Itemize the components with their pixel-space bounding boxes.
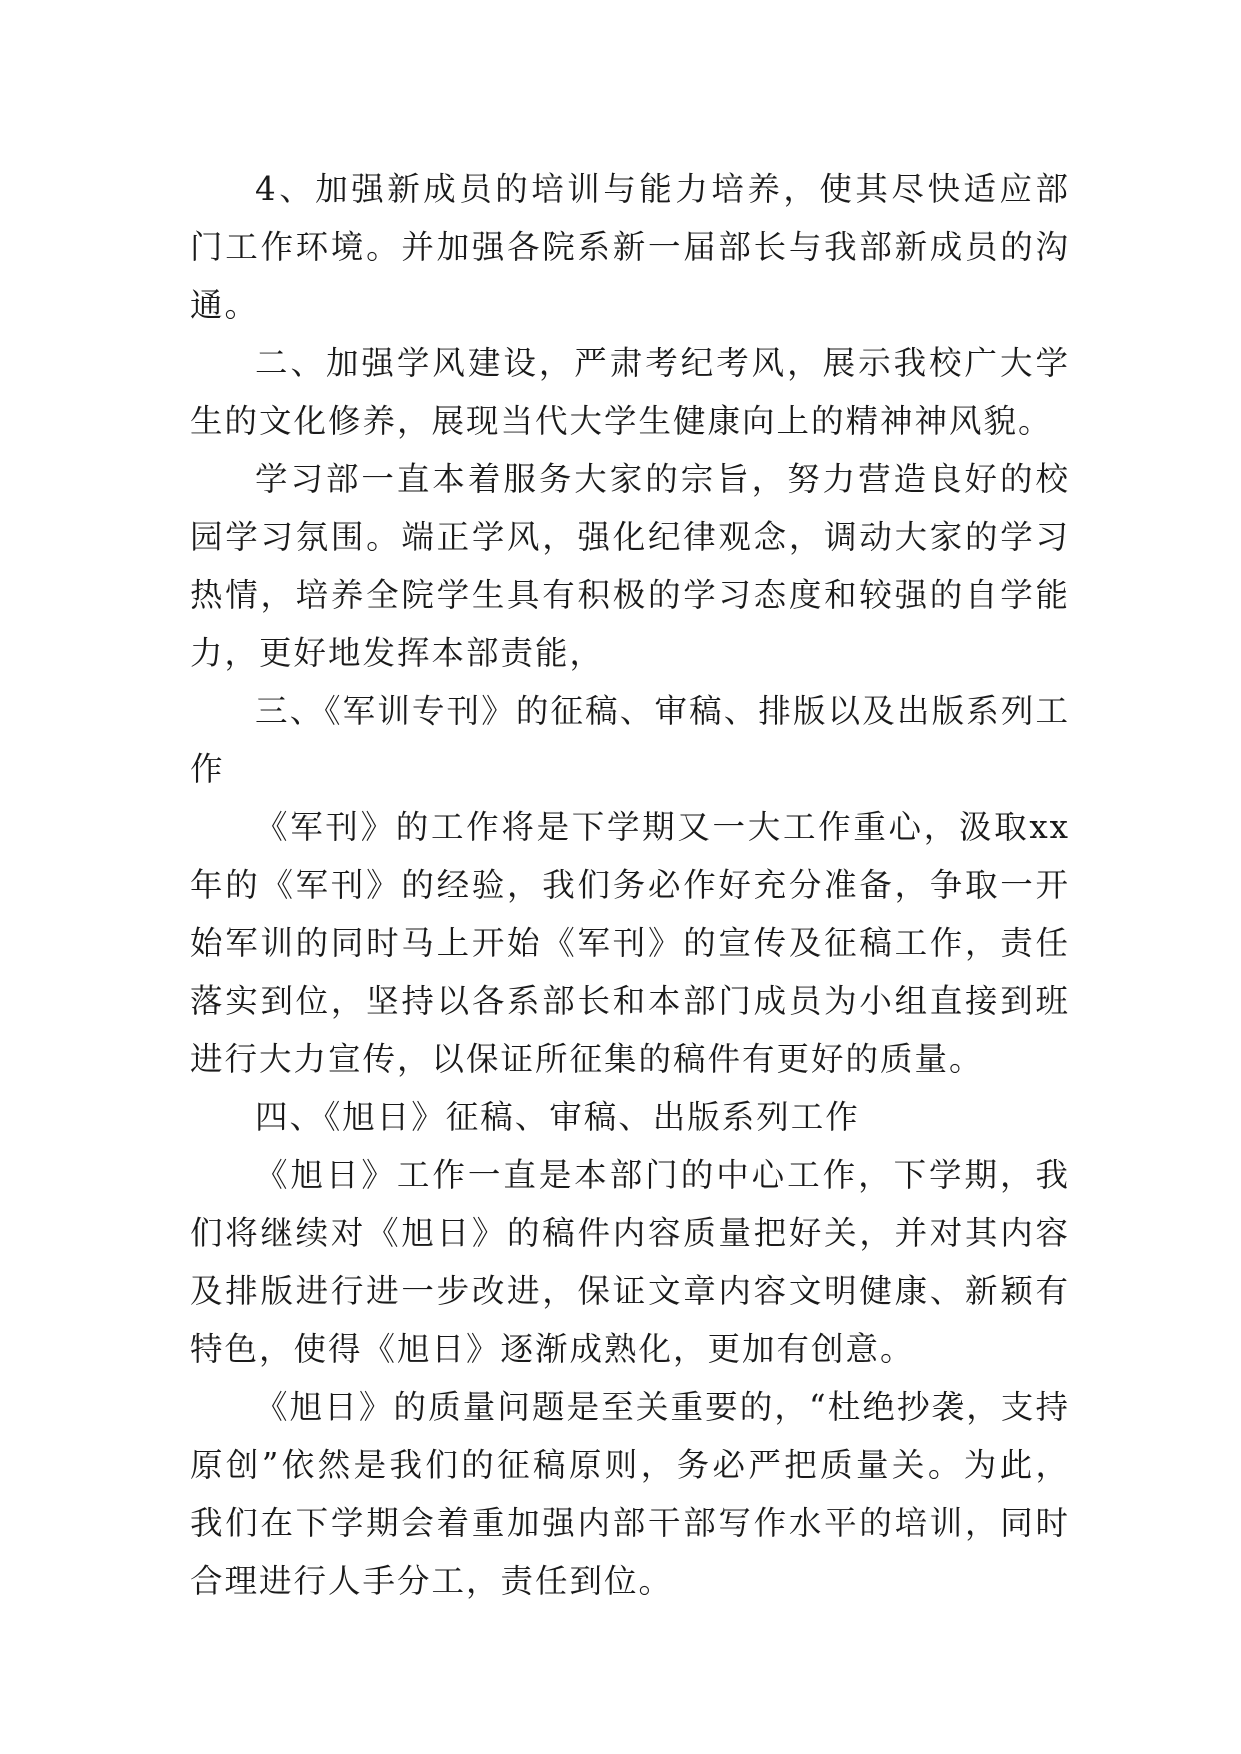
paragraph-6: 四、《旭日》征稿、审稿、出版系列工作 — [255, 1098, 860, 1136]
paragraph-1: 4、加强新成员的培训与能力培养，使其尽快适应部门工作环境。并加强各院系新一届部长与我部新成员的沟通。 — [190, 170, 1070, 324]
paragraph-4: 三、《军训专刊》的征稿、审稿、排版以及出版系列工作 — [190, 692, 1070, 788]
paragraph-2: 二、加强学风建设，严肃考纪考风，展示我校广大学生的文化修养，展现当代大学生健康向上的精神神风貌。 — [190, 344, 1070, 440]
paragraph-3: 学习部一直本着服务大家的宗旨，努力营造良好的校园学习氛围。端正学风，强化纪律观念，调动大家的学习热情，培养全院学生具有积极的学习态度和较强的自学能力，更好地发挥本部责能， — [190, 460, 1070, 672]
paragraph-7: 《旭日》工作一直是本部门的中心工作，下学期，我们将继续对《旭日》的稿件内容质量把好关，并对其内容及排版进行进一步改进，保证文章内容文明健康、新颖有特色，使得《旭日》逐渐成熟化，更加有创意。 — [190, 1156, 1070, 1368]
paragraph-5: 《军刊》的工作将是下学期又一大工作重心，汲取xx年的《军刊》的经验，我们务必作好充分准备，争取一开始军训的同时马上开始《军刊》的宣传及征稿工作，责任落实到位，坚持以各系部长和本部门成员为小组直接到班进行大力宣传，以保证所征集的稿件有更好的质量。 — [190, 808, 1070, 1078]
paragraph-8: 《旭日》的质量问题是至关重要的，“杜绝抄袭，支持原创”依然是我们的征稿原则，务必严把质量关。为此，我们在下学期会着重加强内部干部写作水平的培训，同时合理进行人手分工，责任到位。 — [190, 1388, 1070, 1600]
document-body — [190, 160, 1070, 1610]
